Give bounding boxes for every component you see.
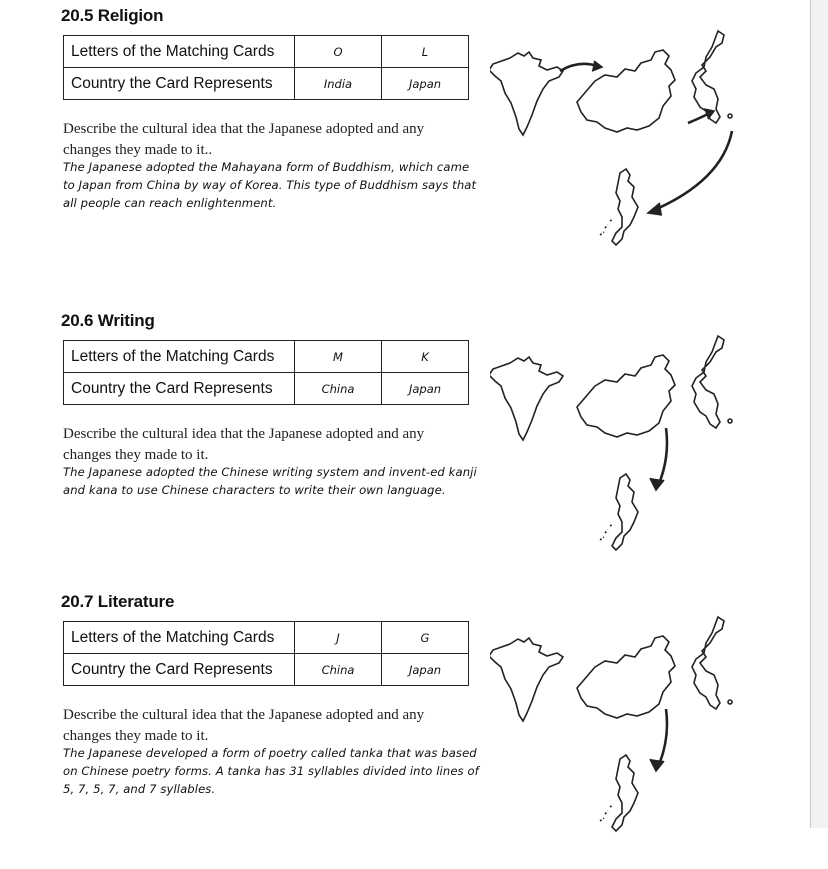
card-country: Japan (382, 654, 469, 686)
korea-map-icon (692, 336, 724, 428)
section-heading: 20.5 Religion (61, 6, 164, 25)
card-country: China (295, 654, 382, 686)
japan-islands-icon (600, 805, 613, 821)
table-row (64, 68, 469, 100)
card-country: Japan (382, 68, 469, 100)
matching-cards-table (63, 340, 469, 405)
arrow-korea-to-japan (658, 709, 667, 767)
card-letter: G (382, 622, 469, 654)
arrow-korea-to-japan (652, 131, 732, 211)
row-label: Country the Card Represents (64, 373, 295, 405)
japan-map-icon (612, 169, 638, 245)
worksheet-section (0, 589, 810, 869)
china-map-icon (577, 355, 675, 437)
section-heading: 20.6 Writing (61, 311, 155, 330)
table-row (64, 622, 469, 654)
table-row (64, 373, 469, 405)
card-letter: L (382, 36, 469, 68)
card-letter: M (295, 341, 382, 373)
japan-map-icon (612, 755, 638, 831)
korea-island-icon (728, 419, 732, 423)
japan-map-icon (612, 474, 638, 550)
korea-map-icon (692, 617, 724, 709)
card-letter: O (295, 36, 382, 68)
answer-text: The Japanese adopted the Chinese writing system and invent-ed kanji and kana to use Chinese characters to write their own language. (63, 465, 477, 497)
page-edge (810, 0, 828, 828)
china-map-icon (577, 50, 675, 132)
row-label: Letters of the Matching Cards (64, 36, 295, 68)
card-country: China (295, 373, 382, 405)
table-row (64, 341, 469, 373)
card-letter: K (382, 341, 469, 373)
answer-text: The Japanese adopted the Mahayana form of Buddhism, which came to Japan from China by way of Korea. This type of Buddhism says that all people can reach enlightenment. (63, 160, 477, 210)
arrow-head (592, 61, 602, 71)
arrow-head (650, 478, 664, 490)
arrow-korea-to-japan (658, 428, 667, 486)
matching-cards-table (63, 621, 469, 686)
question-text: Describe the cultural idea that the Japanese adopted and any changes they made to it.. (63, 121, 425, 158)
arrow-head (650, 759, 664, 771)
table-row (64, 654, 469, 686)
row-label: Letters of the Matching Cards (64, 622, 295, 654)
matching-cards-table (63, 35, 469, 100)
asia-maps-diagram (490, 328, 750, 558)
card-country: Japan (382, 373, 469, 405)
question-text: Describe the cultural idea that the Japanese adopted and any changes they made to it. (63, 426, 425, 463)
row-label: Country the Card Represents (64, 68, 295, 100)
worksheet-section (0, 308, 810, 588)
asia-maps-diagram (490, 23, 750, 253)
japan-islands-icon (600, 524, 613, 540)
korea-island-icon (728, 114, 732, 118)
asia-maps-diagram (490, 609, 750, 839)
korea-island-icon (728, 700, 732, 704)
india-map-icon (490, 638, 563, 721)
section-heading: 20.7 Literature (61, 592, 175, 611)
india-map-icon (490, 357, 563, 440)
china-map-icon (577, 636, 675, 718)
answer-text: The Japanese developed a form of poetry called tanka that was based on Chinese poetry forms. A tanka has 31 syllables divided into lines of 5, 7, 5, 7, and 7 syllables. (63, 746, 479, 796)
question-text: Describe the cultural idea that the Japanese adopted and any changes they made to it. (63, 707, 425, 744)
card-letter: J (295, 622, 382, 654)
row-label: Letters of the Matching Cards (64, 341, 295, 373)
row-label: Country the Card Represents (64, 654, 295, 686)
india-map-icon (490, 52, 563, 135)
card-country: India (295, 68, 382, 100)
arrow-head (648, 203, 662, 215)
worksheet-section (0, 3, 810, 283)
table-row (64, 36, 469, 68)
japan-islands-icon (600, 219, 613, 235)
